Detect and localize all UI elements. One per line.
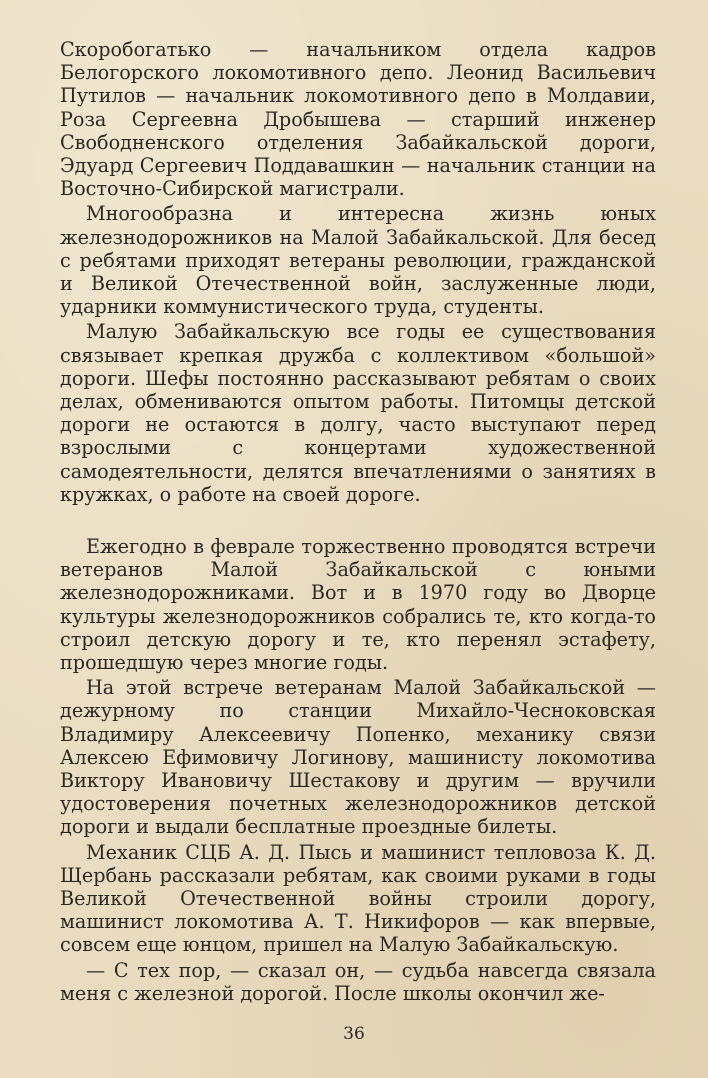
paragraph: Малую Забайкальскую все годы ее существования связывает крепкая дружба с коллективом «большой» дороги. Шефы постоянно рассказывают ребятам о своих делах, обмениваются опытом работы. Питомцы детской дороги не остаются в долгу, часто выступают перед взрослыми с концертами художественной самодеятельности, делятся впечатлениями о занятиях в кружках, о работе на своей дороге. [60, 320, 656, 506]
text-block-top [60, 38, 656, 506]
paragraph: Ежегодно в феврале торжественно проводятся встречи ветеранов Малой Забайкальской с юными железнодорожниками. Вот и в 1970 году во Дворце культуры железнодорожников собрались те, кто когда-то строил детскую дорогу и те, кто перенял эстафету, прошедшую через многие годы. [60, 535, 656, 675]
paragraph: На этой встрече ветеранам Малой Забайкальской — дежурному по станции Михайло-Чесноковская Владимиру Алексеевичу Попенко, механику связи Алексею Ефимовичу Логинову, машинисту локомотива Виктору Ивановичу Шестакову и другим — вручили удостоверения почетных железнодорожников детской дороги и выдали бесплатные проездные билеты. [60, 676, 656, 839]
paragraph: Многообразна и интересна жизнь юных железнодорожников на Малой Забайкальской. Для бесед с ребятами приходят ветераны революции, гражданской и Великой Отечественной войн, заслуженные люди, ударники коммунистического труда, студенты. [60, 202, 656, 319]
paragraph: Механик СЦБ А. Д. Пысь и машинист тепловоза К. Д. Щербань рассказали ребятам, как своими руками в годы Великой Отечественной войны строили дорогу, машинист локомотива А. Т. Никифоров — как впервые, совсем еще юнцом, пришел на Малую Забайкальскую. [60, 840, 656, 957]
paragraph: — С тех пор, — сказал он, — судьба навсегда связала меня с железной дорогой. После школы окончил же- [60, 958, 656, 1005]
paragraph-continued: Скоробогатько — начальником отдела кадров Белогорского локомотивного депо. Леонид Васильевич Путилов — начальник локомотивного депо в Молдавии, Роза Сергеевна Дробышева — старший инженер Свободненского отделения Забайкальской дороги, Эдуард Сергеевич Поддавашкин — начальник станции на Восточно-Сибирской магистрали. [60, 38, 656, 201]
text-block-bottom [60, 535, 656, 1005]
page-number: 36 [343, 1024, 365, 1044]
